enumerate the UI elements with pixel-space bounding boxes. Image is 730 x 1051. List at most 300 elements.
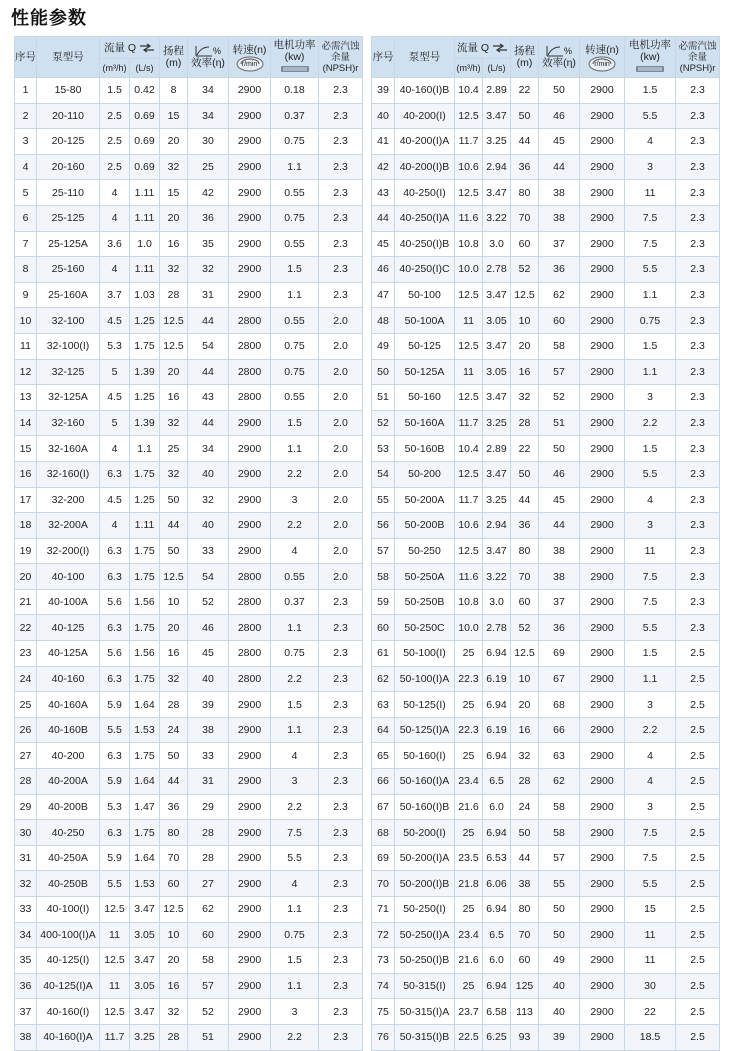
cell-flow-m3h: 12.5 (100, 897, 130, 923)
cell-npsh: 2.3 (676, 564, 720, 590)
header-npsh-unit: (NPSH)r (679, 62, 716, 74)
cell-no: 34 (15, 922, 37, 948)
cell-npsh: 2.5 (676, 794, 720, 820)
cell-speed: 2900 (580, 436, 625, 462)
cell-speed: 2900 (229, 513, 271, 539)
cell-power: 11 (625, 948, 676, 974)
cell-flow-ls: 2.94 (483, 154, 511, 180)
cell-head: 113 (511, 999, 539, 1025)
cell-power: 1.5 (271, 410, 319, 436)
cell-head: 28 (160, 282, 188, 308)
cell-flow-m3h: 10.6 (455, 513, 483, 539)
cell-no: 72 (372, 922, 395, 948)
cell-efficiency: 44 (539, 154, 580, 180)
cell-efficiency: 66 (539, 717, 580, 743)
cell-power: 1.1 (625, 666, 676, 692)
cell-efficiency: 29 (188, 794, 229, 820)
cell-flow-m3h: 12.5 (100, 948, 130, 974)
table-row (15, 410, 363, 436)
cell-speed: 2900 (229, 717, 271, 743)
cell-no: 41 (372, 129, 395, 155)
cell-flow-ls: 3.05 (483, 359, 511, 385)
cell-speed: 2900 (580, 973, 625, 999)
cell-npsh: 2.0 (319, 564, 363, 590)
cell-model: 50-160(I) (395, 743, 455, 769)
cell-npsh: 2.5 (676, 666, 720, 692)
cell-efficiency: 33 (188, 538, 229, 564)
cell-flow-ls: 6.06 (483, 871, 511, 897)
cell-flow-ls: 2.78 (483, 615, 511, 641)
cell-model: 40-200 (37, 743, 100, 769)
cell-power: 7.5 (625, 205, 676, 231)
efficiency-curve-icon (546, 45, 564, 57)
cell-speed: 2900 (229, 794, 271, 820)
cell-efficiency: 36 (539, 257, 580, 283)
cell-head: 44 (511, 845, 539, 871)
table-row (372, 487, 720, 513)
cell-power: 11 (625, 538, 676, 564)
cell-no: 25 (15, 692, 37, 718)
cell-model: 50-125A (395, 359, 455, 385)
cell-power: 5.5 (271, 845, 319, 871)
cell-flow-ls: 1.53 (130, 871, 160, 897)
cell-speed: 2900 (229, 436, 271, 462)
cell-power: 3 (625, 154, 676, 180)
cell-no: 44 (372, 205, 395, 231)
cell-efficiency: 51 (188, 1024, 229, 1050)
cell-speed: 2900 (229, 129, 271, 155)
cell-head: 70 (511, 922, 539, 948)
header-eff-label: 效率(η) (191, 57, 225, 70)
cell-npsh: 2.5 (676, 922, 720, 948)
cell-flow-ls: 3.47 (483, 282, 511, 308)
cell-flow-ls: 6.58 (483, 999, 511, 1025)
cell-power: 22 (625, 999, 676, 1025)
cell-head: 28 (511, 410, 539, 436)
cell-flow-m3h: 10.0 (455, 615, 483, 641)
cell-flow-ls: 3.0 (483, 589, 511, 615)
table-row (372, 129, 720, 155)
cell-model: 50-160(I)B (395, 794, 455, 820)
cell-power: 0.75 (271, 129, 319, 155)
cell-model: 50-200A (395, 487, 455, 513)
cell-model: 40-125 (37, 615, 100, 641)
cell-power: 7.5 (625, 589, 676, 615)
cell-model: 50-200(I)B (395, 871, 455, 897)
cell-head: 80 (511, 897, 539, 923)
cell-head: 50 (511, 103, 539, 129)
cell-no: 16 (15, 461, 37, 487)
cell-no: 20 (15, 564, 37, 590)
cell-flow-ls: 1.75 (130, 538, 160, 564)
cell-speed: 2800 (229, 641, 271, 667)
cell-power: 5.5 (625, 257, 676, 283)
cell-flow-ls: 6.53 (483, 845, 511, 871)
cell-efficiency: 50 (539, 78, 580, 104)
cell-power: 3 (271, 487, 319, 513)
cell-npsh: 2.3 (676, 308, 720, 334)
cell-npsh: 2.5 (676, 1024, 720, 1050)
cell-npsh: 2.3 (319, 845, 363, 871)
cell-model: 50-125(I) (395, 692, 455, 718)
cell-npsh: 2.5 (676, 743, 720, 769)
cell-speed: 2900 (580, 410, 625, 436)
cell-speed: 2900 (580, 717, 625, 743)
cell-npsh: 2.5 (676, 999, 720, 1025)
table-row (15, 948, 363, 974)
cell-no: 9 (15, 282, 37, 308)
cell-power: 3 (625, 692, 676, 718)
header-eff-pct: % (213, 45, 222, 56)
cell-no: 55 (372, 487, 395, 513)
cell-head: 60 (511, 589, 539, 615)
cell-model: 50-250(I) (395, 897, 455, 923)
cell-head: 10 (511, 666, 539, 692)
cell-power: 0.75 (271, 205, 319, 231)
cell-head: 70 (511, 564, 539, 590)
cell-flow-ls: 1.75 (130, 461, 160, 487)
table-row (15, 897, 363, 923)
cell-flow-m3h: 22.3 (455, 717, 483, 743)
cell-efficiency: 39 (539, 1024, 580, 1050)
cell-speed: 2900 (580, 538, 625, 564)
cell-power: 5.5 (625, 103, 676, 129)
table-row (15, 820, 363, 846)
cell-flow-m3h: 25 (455, 641, 483, 667)
cell-head: 32 (160, 154, 188, 180)
table-row (15, 129, 363, 155)
header-flow-label: 流量 Q (104, 41, 137, 54)
table-row (372, 257, 720, 283)
cell-no: 58 (372, 564, 395, 590)
header-head-unit: (m) (165, 57, 182, 69)
cell-head: 24 (160, 717, 188, 743)
table-row (372, 180, 720, 206)
cell-power: 1.1 (271, 615, 319, 641)
cell-power: 0.55 (271, 308, 319, 334)
cell-head: 20 (511, 333, 539, 359)
cell-efficiency: 57 (539, 359, 580, 385)
cell-head: 60 (511, 231, 539, 257)
cell-no: 17 (15, 487, 37, 513)
cell-no: 69 (372, 845, 395, 871)
cell-flow-m3h: 6.3 (100, 564, 130, 590)
cell-speed: 2900 (229, 103, 271, 129)
cell-speed: 2900 (580, 78, 625, 104)
cell-power: 7.5 (625, 845, 676, 871)
cell-power: 2.2 (625, 410, 676, 436)
table-row (372, 436, 720, 462)
cell-model: 40-250(I)A (395, 205, 455, 231)
header-no: 序号 (15, 37, 37, 78)
cell-flow-m3h: 25 (455, 820, 483, 846)
header-power (625, 37, 676, 78)
cell-efficiency: 54 (188, 564, 229, 590)
cell-no: 10 (15, 308, 37, 334)
cell-speed: 2900 (580, 231, 625, 257)
cell-efficiency: 25 (188, 154, 229, 180)
cell-no: 21 (15, 589, 37, 615)
cell-npsh: 2.3 (676, 385, 720, 411)
cell-npsh: 2.5 (676, 973, 720, 999)
cell-power: 0.75 (271, 333, 319, 359)
header-npsh-label: 必需汽蚀余量 (678, 40, 717, 63)
table-row (15, 666, 363, 692)
cell-no: 75 (372, 999, 395, 1025)
cell-npsh: 2.3 (676, 487, 720, 513)
table-row (372, 692, 720, 718)
cell-efficiency: 32 (188, 257, 229, 283)
cell-head: 93 (511, 1024, 539, 1050)
cell-flow-m3h: 11 (455, 359, 483, 385)
cell-no: 46 (372, 257, 395, 283)
header-npsh-label: 必需汽蚀余量 (321, 40, 360, 63)
cell-flow-m3h: 12.5 (455, 180, 483, 206)
cell-npsh: 2.3 (676, 410, 720, 436)
cell-efficiency: 37 (539, 231, 580, 257)
cell-efficiency: 33 (188, 743, 229, 769)
cell-head: 50 (160, 538, 188, 564)
cell-model: 50-250C (395, 615, 455, 641)
cell-npsh: 2.3 (319, 897, 363, 923)
cell-flow-m3h: 11.7 (100, 1024, 130, 1050)
cell-flow-m3h: 3.6 (100, 231, 130, 257)
cell-model: 50-100(I) (395, 641, 455, 667)
cell-efficiency: 42 (188, 180, 229, 206)
cell-speed: 2900 (229, 180, 271, 206)
cell-head: 70 (511, 205, 539, 231)
cell-flow-m3h: 5.3 (100, 794, 130, 820)
header-no: 序号 (372, 37, 395, 78)
cell-power: 3 (271, 999, 319, 1025)
table-row (372, 154, 720, 180)
cell-efficiency: 38 (539, 538, 580, 564)
table-row (372, 564, 720, 590)
cell-efficiency: 49 (539, 948, 580, 974)
cell-speed: 2900 (580, 385, 625, 411)
cell-power: 1.1 (271, 973, 319, 999)
cell-flow-ls: 6.94 (483, 973, 511, 999)
table-row (15, 538, 363, 564)
cell-flow-ls: 6.94 (483, 692, 511, 718)
cell-model: 25-160A (37, 282, 100, 308)
table-row (15, 692, 363, 718)
cell-power: 15 (625, 897, 676, 923)
cell-speed: 2900 (580, 1024, 625, 1050)
cell-no: 71 (372, 897, 395, 923)
cell-power: 1.5 (271, 257, 319, 283)
table-row (15, 615, 363, 641)
cell-model: 40-125(I) (37, 948, 100, 974)
cell-power: 1.5 (625, 641, 676, 667)
cell-npsh: 2.0 (319, 359, 363, 385)
cell-no: 42 (372, 154, 395, 180)
cell-flow-ls: 1.75 (130, 820, 160, 846)
table-row (15, 743, 363, 769)
cell-efficiency: 50 (539, 897, 580, 923)
table-row (15, 794, 363, 820)
cell-speed: 2800 (229, 385, 271, 411)
cell-efficiency: 58 (539, 794, 580, 820)
cell-flow-ls: 1.64 (130, 692, 160, 718)
cell-model: 40-100 (37, 564, 100, 590)
cell-npsh: 2.0 (319, 436, 363, 462)
cell-no: 61 (372, 641, 395, 667)
cell-flow-m3h: 21.8 (455, 871, 483, 897)
cell-speed: 2900 (580, 999, 625, 1025)
cell-head: 32 (160, 999, 188, 1025)
table-row (372, 922, 720, 948)
cell-efficiency: 46 (188, 615, 229, 641)
cell-flow-m3h: 25 (455, 743, 483, 769)
table-row (15, 1024, 363, 1050)
cell-no: 29 (15, 794, 37, 820)
cell-efficiency: 38 (539, 180, 580, 206)
cell-power: 1.5 (625, 333, 676, 359)
cell-head: 52 (511, 615, 539, 641)
cell-flow-ls: 1.0 (130, 231, 160, 257)
cell-power: 1.1 (271, 154, 319, 180)
header-speed-unit: r/min (241, 60, 258, 68)
table-row (372, 769, 720, 795)
table-row (372, 820, 720, 846)
table-row (15, 717, 363, 743)
cell-no: 12 (15, 359, 37, 385)
table-row (372, 538, 720, 564)
header-flow-label: 流量 Q (457, 41, 490, 54)
cell-power: 3 (271, 769, 319, 795)
cell-speed: 2900 (580, 615, 625, 641)
cell-model: 40-160 (37, 666, 100, 692)
cell-efficiency: 60 (539, 308, 580, 334)
cell-flow-m3h: 11.6 (455, 205, 483, 231)
cell-flow-ls: 1.03 (130, 282, 160, 308)
cell-speed: 2900 (229, 78, 271, 104)
cell-model: 50-160A (395, 410, 455, 436)
cell-power: 1.5 (625, 436, 676, 462)
cell-no: 4 (15, 154, 37, 180)
table-row (15, 564, 363, 590)
cell-flow-m3h: 10.0 (455, 257, 483, 283)
cell-flow-m3h: 12.5 (455, 461, 483, 487)
cell-flow-ls: 3.25 (130, 1024, 160, 1050)
cell-power: 4 (271, 871, 319, 897)
cell-flow-m3h: 21.6 (455, 794, 483, 820)
cell-model: 50-160(I)A (395, 769, 455, 795)
cell-flow-m3h: 6.3 (100, 538, 130, 564)
cell-model: 40-250(I)B (395, 231, 455, 257)
cell-npsh: 2.3 (676, 180, 720, 206)
cell-head: 12.5 (160, 333, 188, 359)
cell-npsh: 2.3 (676, 282, 720, 308)
table-row (15, 154, 363, 180)
cell-no: 1 (15, 78, 37, 104)
cell-flow-m3h: 6.3 (100, 743, 130, 769)
cell-no: 52 (372, 410, 395, 436)
cell-flow-ls: 1.25 (130, 308, 160, 334)
cell-flow-ls: 1.25 (130, 487, 160, 513)
header-power-label: 电机功率 (273, 39, 316, 51)
cell-model: 50-125(I)A (395, 717, 455, 743)
cell-model: 40-200(I)B (395, 154, 455, 180)
cell-power: 0.37 (271, 589, 319, 615)
cell-flow-m3h: 25 (455, 897, 483, 923)
cell-model: 40-250B (37, 871, 100, 897)
cell-model: 40-160B (37, 717, 100, 743)
cell-efficiency: 30 (188, 129, 229, 155)
cell-speed: 2900 (580, 666, 625, 692)
cell-efficiency: 34 (188, 103, 229, 129)
cell-speed: 2900 (580, 641, 625, 667)
cell-head: 10 (160, 922, 188, 948)
cell-flow-m3h: 12.5 (455, 385, 483, 411)
cell-model: 25-125A (37, 231, 100, 257)
cell-head: 12.5 (511, 282, 539, 308)
cell-model: 25-160 (37, 257, 100, 283)
cell-power: 1.1 (625, 359, 676, 385)
cell-efficiency: 69 (539, 641, 580, 667)
cell-head: 20 (511, 692, 539, 718)
cell-model: 20-110 (37, 103, 100, 129)
cell-npsh: 2.3 (319, 820, 363, 846)
cell-npsh: 2.3 (676, 154, 720, 180)
cell-no: 70 (372, 871, 395, 897)
table-row (15, 78, 363, 104)
cell-npsh: 2.3 (319, 666, 363, 692)
table-row (15, 257, 363, 283)
cell-speed: 2900 (229, 282, 271, 308)
cell-npsh: 2.3 (676, 615, 720, 641)
cell-npsh: 2.3 (319, 1024, 363, 1050)
cell-speed: 2900 (229, 897, 271, 923)
cell-flow-ls: 1.11 (130, 205, 160, 231)
table-row (372, 513, 720, 539)
cell-model: 40-200A (37, 769, 100, 795)
cell-no: 11 (15, 333, 37, 359)
cell-speed: 2900 (229, 205, 271, 231)
cell-no: 31 (15, 845, 37, 871)
cell-flow-m3h: 23.4 (455, 922, 483, 948)
cell-no: 74 (372, 973, 395, 999)
cell-speed: 2900 (580, 129, 625, 155)
cell-efficiency: 52 (539, 385, 580, 411)
cell-head: 50 (511, 461, 539, 487)
cell-no: 57 (372, 538, 395, 564)
cell-speed: 2900 (229, 973, 271, 999)
efficiency-curve-icon (195, 45, 213, 57)
table-row (372, 282, 720, 308)
cell-efficiency: 52 (188, 589, 229, 615)
cell-power: 4 (271, 538, 319, 564)
cell-power: 2.2 (271, 666, 319, 692)
cell-efficiency: 51 (539, 410, 580, 436)
table-row (372, 973, 720, 999)
cell-npsh: 2.0 (319, 538, 363, 564)
cell-npsh: 2.3 (319, 871, 363, 897)
cell-model: 40-125A (37, 641, 100, 667)
cell-no: 67 (372, 794, 395, 820)
cell-efficiency: 31 (188, 282, 229, 308)
cell-efficiency: 31 (188, 769, 229, 795)
cell-flow-ls: 6.25 (483, 1024, 511, 1050)
cell-flow-m3h: 1.5 (100, 78, 130, 104)
cell-npsh: 2.5 (676, 871, 720, 897)
cell-head: 28 (160, 692, 188, 718)
cell-flow-m3h: 5 (100, 359, 130, 385)
cell-flow-m3h: 5.6 (100, 641, 130, 667)
cell-power: 1.5 (625, 78, 676, 104)
cell-speed: 2800 (229, 615, 271, 641)
